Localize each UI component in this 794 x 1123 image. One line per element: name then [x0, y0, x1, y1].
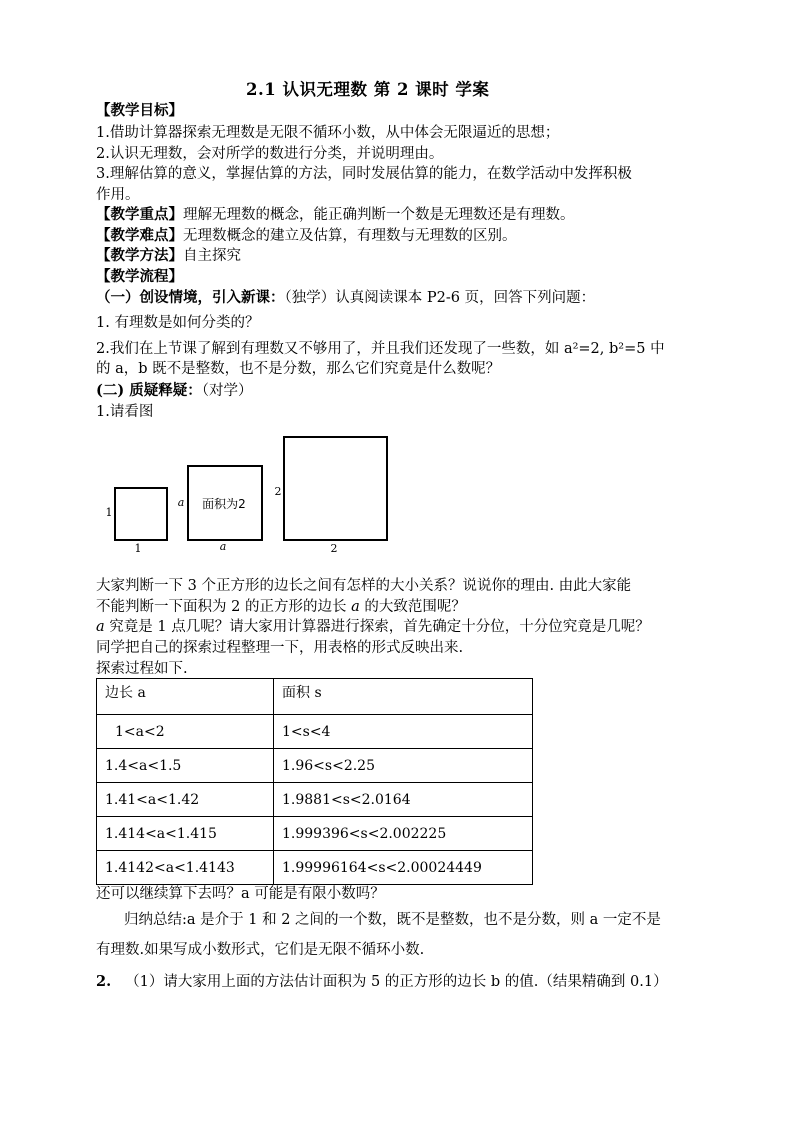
summary-line2: 有理数.如果写成小数形式，它们是无限不循环小数. — [96, 942, 425, 958]
section2-text: （对学） — [201, 383, 253, 399]
process-heading: 【教学流程】 — [96, 268, 183, 285]
table-header-area: 面积 s — [274, 679, 533, 715]
table-cell-side: 1<a<2 — [97, 715, 274, 749]
method-label: 【教学方法】 — [96, 247, 183, 264]
objective-1: 1.借助计算器探索无理数是无限不循环小数，从中体会无限逼近的思想； — [96, 125, 560, 141]
square3-bottom-label: 2 — [330, 542, 338, 555]
page-title: 2.1 认识无理数 第 2 课时 学案 — [246, 80, 490, 99]
question-1: 1. 有理数是如何分类的？ — [96, 315, 260, 331]
square-side-2 — [284, 437, 387, 540]
discussion-line2-var: a — [351, 599, 360, 615]
objective-3-cont: 作用。 — [96, 187, 140, 203]
method — [96, 246, 241, 266]
method-text: 自主探究 — [183, 248, 241, 264]
question-2-line1: 2.我们在上节课了解到有理数又不够用了，并且我们还发现了一些数，如 a²=2, b²=5 中 — [96, 341, 665, 357]
discussion-line4: 同学把自己的探索过程整理一下，用表格的形式反映出来. — [96, 640, 464, 656]
objectives-heading: 【教学目标】 — [96, 102, 183, 119]
square-side-1 — [115, 488, 167, 540]
question-2-section — [96, 972, 668, 992]
table-row — [97, 851, 533, 885]
question-2-text: （1）请大家用上面的方法估计面积为 5 的正方形的边长 b 的值.（结果精确到 0.1） — [125, 974, 668, 990]
table-cell-area: 1.9881<s<2.0164 — [274, 783, 533, 817]
discussion-line3 — [96, 617, 650, 637]
discussion-line1: 大家判断一下 3 个正方形的边长之间有怎样的大小关系？说说你的理由. 由此大家能 — [96, 578, 632, 594]
discussion-line2-part-a: 不能判断一下面积为 2 的正方形的边长 — [96, 599, 352, 615]
question-2-line2: 的 a，b 既不是整数，也不是分数，那么它们究竟是什么数呢？ — [96, 361, 501, 377]
table-cell-side: 1.41<a<1.42 — [97, 783, 274, 817]
section1-text: （独学）认真阅读课本 P2-6 页，回答下列问题： — [284, 290, 596, 306]
square3-left-label: 2 — [274, 485, 282, 498]
after-table-line1: 还可以继续算下去吗？a 可能是有限小数吗？ — [96, 886, 385, 902]
table-cell-area: 1<s<4 — [274, 715, 533, 749]
section2-line — [96, 381, 253, 401]
question-2-number: 2. — [96, 973, 112, 990]
square1-left-label: 1 — [105, 506, 113, 519]
table-row — [97, 783, 533, 817]
key-point-label: 【教学重点】 — [96, 206, 183, 223]
discussion-line5: 探索过程如下. — [96, 661, 188, 677]
summary-line1: 归纳总结:a 是介于 1 和 2 之间的一个数，既不是整数，也不是分数，则 a 一定不是 — [124, 912, 661, 928]
discussion-line2-part-b: 的大致范围呢？ — [359, 599, 466, 615]
table-row — [97, 749, 533, 783]
squares-figure — [100, 428, 400, 560]
exploration-table — [96, 678, 533, 885]
table-cell-area: 1.999396<s<2.002225 — [274, 817, 533, 851]
key-point-text: 理解无理数的概念，能正确判断一个数是无理数还是有理数。 — [183, 207, 575, 223]
table-cell-side: 1.414<a<1.415 — [97, 817, 274, 851]
table-header-side: 边长 a — [97, 679, 274, 715]
table-cell-side: 1.4142<a<1.4143 — [97, 851, 274, 885]
section2-label: (二) 质疑释疑： — [96, 382, 202, 399]
difficulty — [96, 226, 517, 246]
discussion-line3-text: 究竟是 1 点几呢？请大家用计算器进行探索，首先确定十分位，十分位究竟是几呢？ — [104, 619, 650, 635]
section1-label: （一）创设情境，引入新课： — [96, 289, 285, 306]
table-row — [97, 715, 533, 749]
square1-bottom-label: 1 — [134, 542, 142, 555]
objective-3: 3.理解估算的意义，掌握估算的方法，同时发展估算的能力，在数学活动中发挥积极 — [96, 166, 632, 182]
table-row — [97, 817, 533, 851]
squares-diagram — [100, 428, 400, 560]
table-cell-area: 1.96<s<2.25 — [274, 749, 533, 783]
table-cell-side: 1.4<a<1.5 — [97, 749, 274, 783]
difficulty-text: 无理数概念的建立及估算，有理数与无理数的区别。 — [183, 228, 517, 244]
key-point — [96, 205, 575, 225]
difficulty-label: 【教学难点】 — [96, 227, 183, 244]
table-cell-area: 1.99996164<s<2.00024449 — [274, 851, 533, 885]
section1-line — [96, 288, 595, 308]
discussion-line2 — [96, 597, 466, 617]
square2-bottom-label: a — [219, 540, 227, 553]
square2-left-label: a — [177, 496, 185, 509]
square2-inner-label: 面积为2 — [202, 497, 246, 511]
discussion-line3-var: a — [96, 619, 105, 635]
section2-item1: 1.请看图 — [96, 404, 154, 420]
table-header-row — [97, 679, 533, 715]
objective-2: 2.认识无理数，会对所学的数进行分类，并说明理由。 — [96, 146, 444, 162]
